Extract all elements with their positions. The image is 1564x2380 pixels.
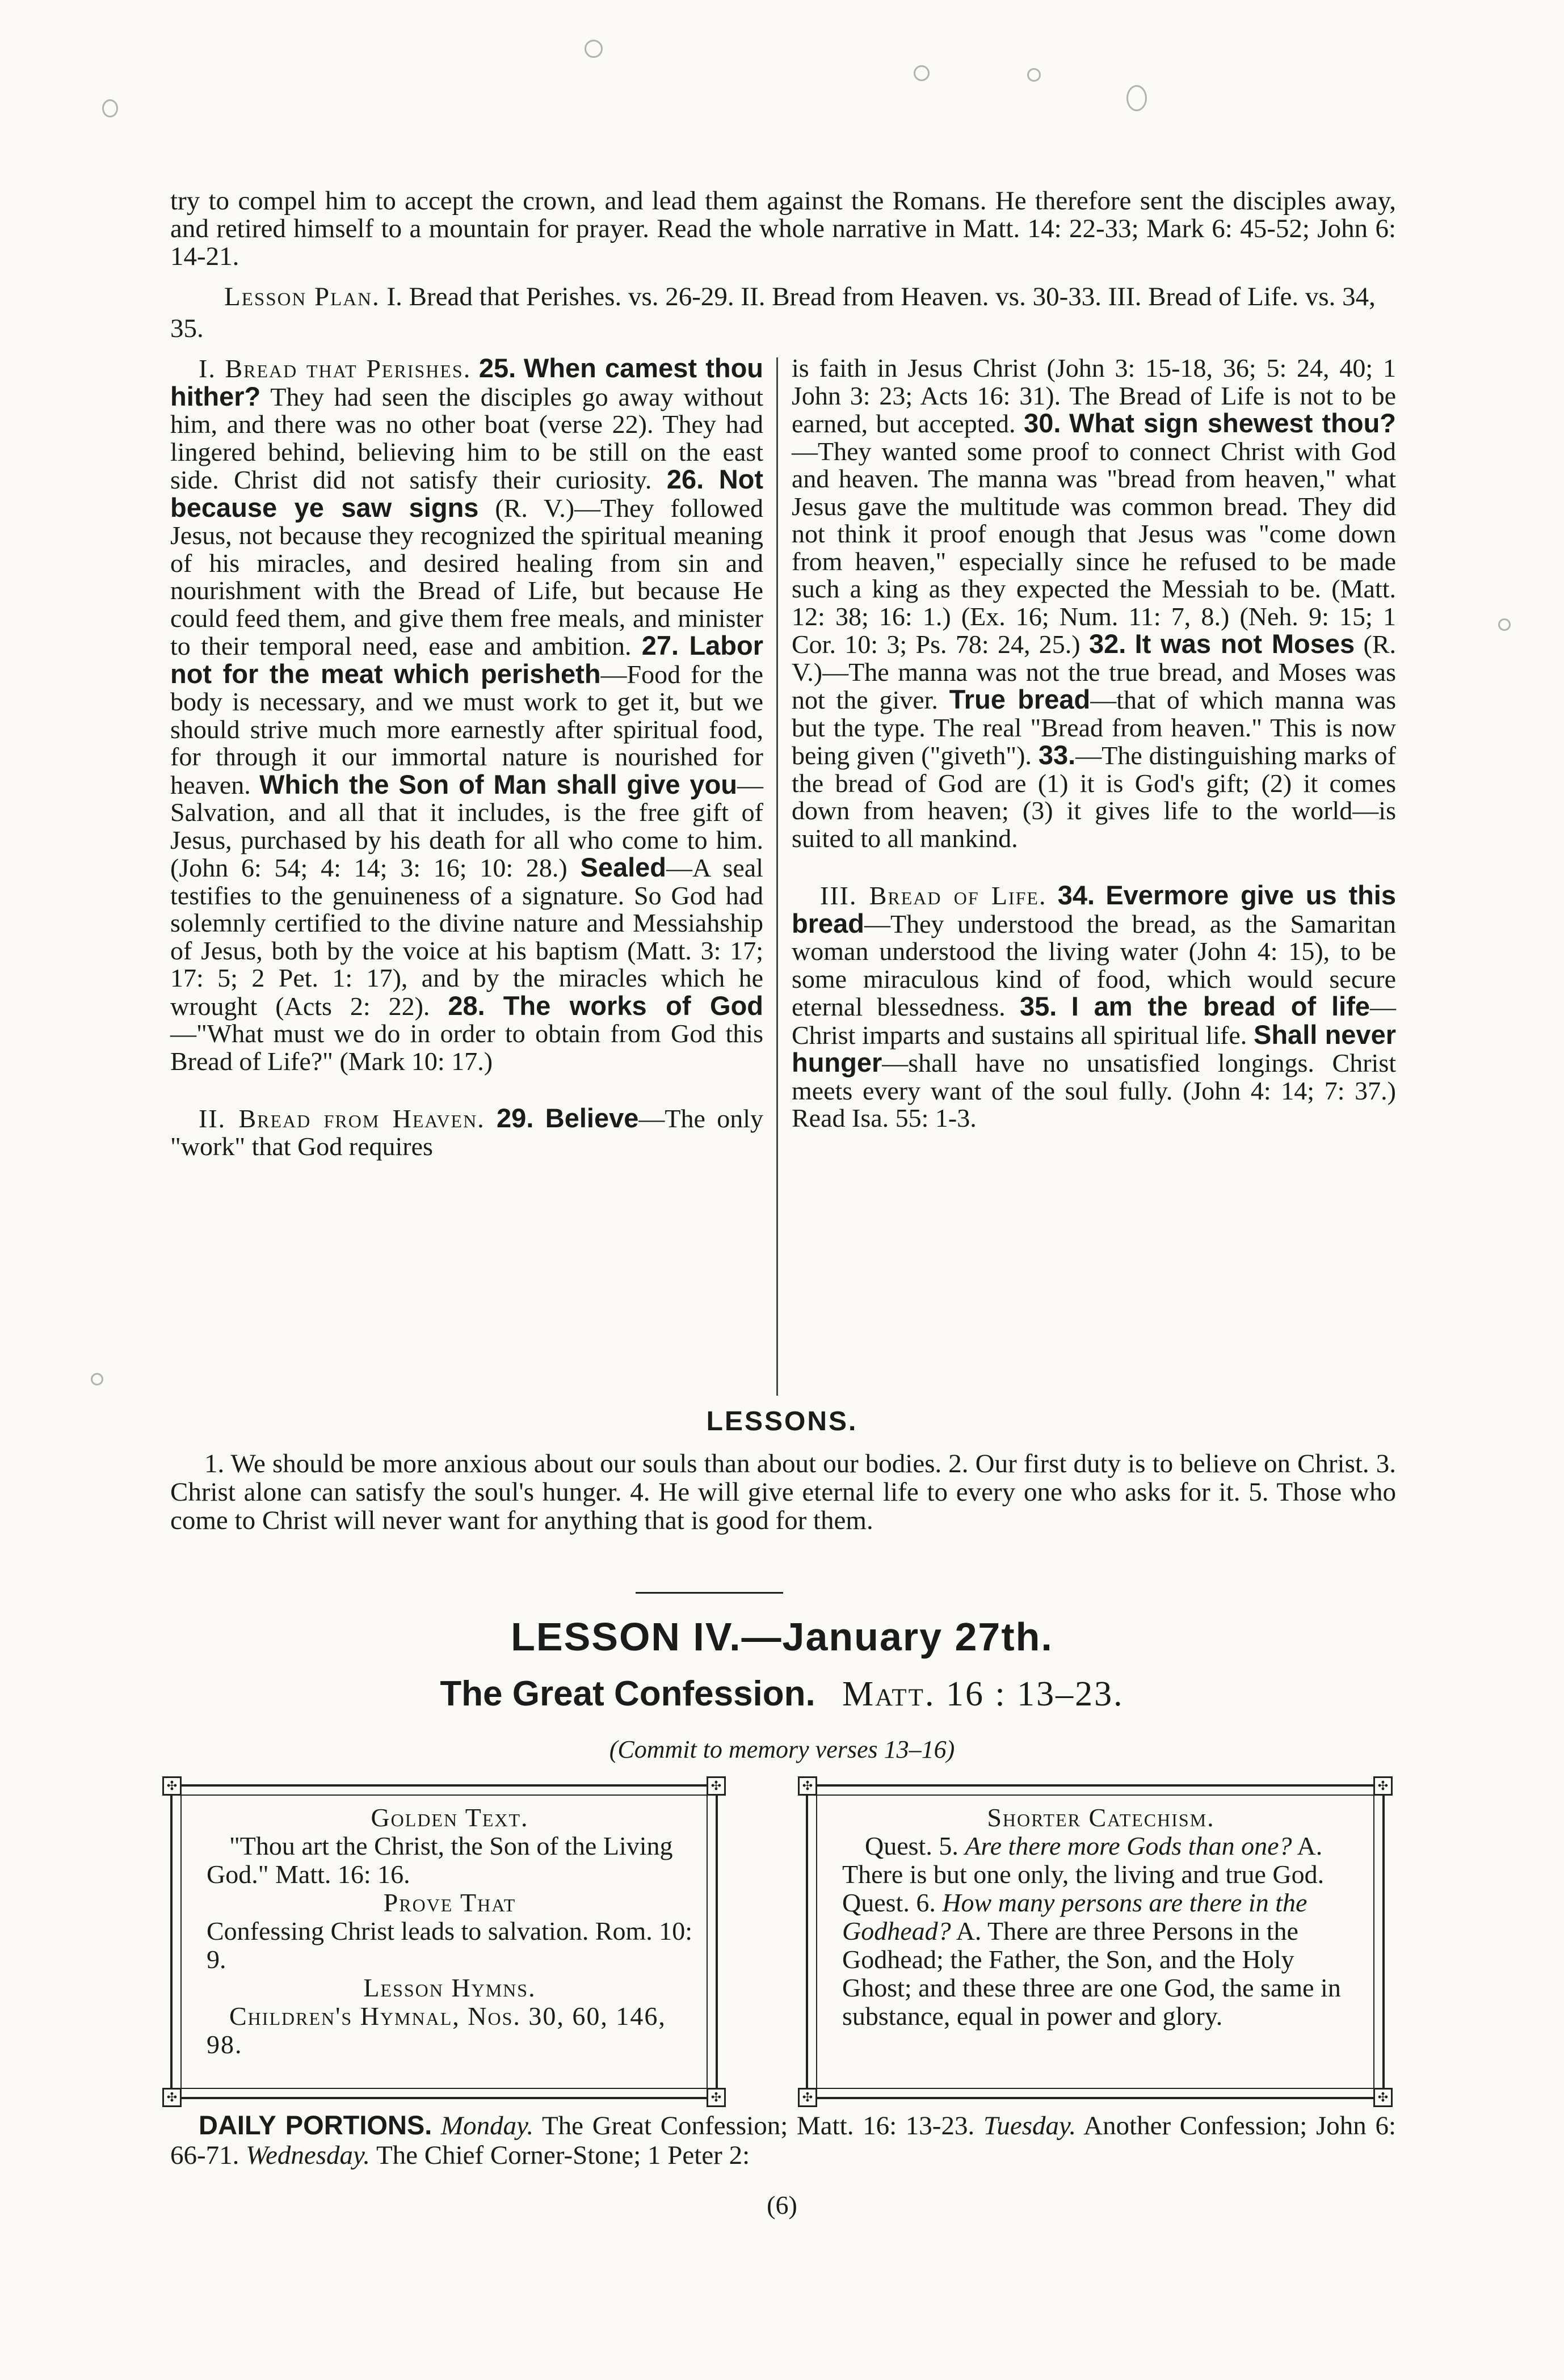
verse-number: 25. xyxy=(478,353,516,383)
scan-speck xyxy=(1498,618,1511,631)
question-label: Quest. 5. xyxy=(865,1831,958,1860)
day-reading: The Chief Corner-Stone; 1 Peter 2: xyxy=(376,2141,750,2170)
catechism-content xyxy=(842,1804,1360,2031)
prove-that-heading: Prove That xyxy=(383,1888,516,1917)
corner-ornament-icon: ✣ xyxy=(798,1776,817,1796)
verse-note: —A seal testifies to the genuineness of a signature. So God had solemnly certified to the divine nature and Messiahship of Jesus, both by the voice at his baptism (Matt. 3: 17; 17: 5; 2 Pet. 1: 17), and by the miracles which he wrought (Acts 2: 22). xyxy=(170,853,764,1021)
verse-note: —The only "work" that God requires xyxy=(170,1104,764,1161)
corner-ornament-icon: ✣ xyxy=(1373,2088,1393,2107)
corner-ornament-icon: ✣ xyxy=(162,2088,182,2107)
catechism-q5-block xyxy=(842,1832,1360,2031)
corner-ornament-icon: ✣ xyxy=(798,2088,817,2107)
daily-portions xyxy=(170,2111,1396,2170)
lesson-hymns-heading: Lesson Hymns. xyxy=(363,1973,536,2002)
verse-note: (R. V.)—The manna was not the true bread, and Moses was not the giver. xyxy=(792,630,1397,714)
golden-text-content xyxy=(207,1804,693,2059)
verse-note: —They understood the bread, as the Samaritan woman understood the living water (John 4: 15), to be some miraculous kind of food, which would secure eternal blessedness. xyxy=(792,909,1396,1021)
verse-note: (R. V.)—They followed Jesus, not because they recognized the spiritual meaning of his miracles, and desired healing from sin and nourishment with the Bread of Life, but because He could feed them, and give them free meals, and minister to their temporal need, ease and ambition. xyxy=(170,493,763,660)
verse-note: —Christ imparts and sustains all spiritual life. xyxy=(792,992,1396,1050)
scan-speck xyxy=(914,65,930,81)
verse-note: —that of which manna was but the type. The real "Bread from heaven." This is now being given ("giveth"). xyxy=(792,685,1396,770)
question-label: Quest. 6. xyxy=(842,1888,936,1917)
verse-note: —They wanted some proof to connect Christ with God and heaven. The manna was "bread from heaven," what Jesus gave the multitude was common bread. They did not think it proof enough that Jesus was "come down from heaven," especially since he refused to be made such a king as they expected the Messiah to be. (Matt. 12: 38; 16: 1.) (Ex. 16; Num. 11: 7, 8.) (Neh. 9: 15; 1 Cor. 10: 3; Ps. 78: 24, 25.) xyxy=(792,436,1396,659)
day-label: Wednesday. xyxy=(246,2141,371,2170)
golden-text-heading: Golden Text. xyxy=(371,1803,529,1832)
verse-number: 32. xyxy=(1088,629,1126,659)
section-heading-3: III. Bread of Life. xyxy=(820,881,1047,910)
lesson-hymns-text: Children's Hymnal, Nos. 30, 60, 146, 98. xyxy=(207,2002,666,2059)
question-text: Are there more Gods than one? xyxy=(965,1831,1292,1860)
intro-paragraph: try to compel him to accept the crown, and lead them against the Romans. He therefore sent the disciples away, and retired himself to a mountain for prayer. Read the whole narrative in Matt. 14: 22-33; Mark 6: 45-52; John 6: 14-21. xyxy=(170,186,1396,271)
verse-keyword: Which the Son of Man shall give you xyxy=(259,769,737,799)
daily-portions-label: DAILY PORTIONS. xyxy=(199,2110,432,2140)
scan-speck xyxy=(585,40,603,58)
lesson-scripture-ref: Matt. 16 : 13–23. xyxy=(842,1675,1124,1713)
verse-keyword: It was not Moses xyxy=(1134,629,1355,659)
prove-that-text: Confessing Christ leads to salvation. Rom. 10: 9. xyxy=(207,1916,693,1974)
verse-number: 26. xyxy=(666,464,704,494)
golden-text: "Thou art the Christ, the Son of the Living God." Matt. 16: 16. xyxy=(207,1831,673,1889)
verse-keyword: The works of God xyxy=(503,990,764,1021)
section-heading-2: II. Bread from Heaven. xyxy=(199,1104,485,1133)
page-number: (6) xyxy=(767,2191,797,2219)
verse-keyword: Shall never hunger xyxy=(792,1019,1396,1077)
verse-keyword: True bread xyxy=(949,684,1091,714)
question-text: How many persons are there in the Godhead? xyxy=(842,1888,1307,1945)
day-reading: The Great Confession; Matt. 16: 13-23. xyxy=(541,2111,975,2141)
verse-note: —Food for the body is necessary, and we must work to get it, but we should strive much more earnestly after spiritual food, for through it our immortal nature is nourished for heaven. xyxy=(170,659,763,799)
verse-keyword: I am the bread of life xyxy=(1071,991,1370,1021)
golden-text-box xyxy=(166,1779,722,2104)
catechism-box xyxy=(802,1779,1389,2104)
scan-speck xyxy=(91,1373,103,1385)
notes-right-column xyxy=(792,355,1396,1132)
memory-verses-note: (Commit to memory verses 13–16) xyxy=(609,1735,955,1763)
lessons-heading: LESSONS. xyxy=(706,1406,858,1437)
day-label: Tuesday. xyxy=(983,2111,1077,2141)
verse-keyword: Sealed xyxy=(580,852,667,882)
lessons-text: 1. We should be more anxious about our souls than about our bodies. 2. Our first duty is to believe on Christ. 3. Christ alone can satisfy the soul's hunger. 4. He will give eternal life to every one who asks for it. 5. Those who come to Christ will never want for anything that is good for them. xyxy=(170,1449,1396,1535)
catechism-heading: Shorter Catechism. xyxy=(987,1803,1215,1832)
lesson-plan-text: I. Bread that Perishes. vs. 26-29. II. Bread from Heaven. vs. 30-33. III. Bread of Life. vs. 34, 35. xyxy=(170,282,1376,343)
verse-note: is faith in Jesus Christ (John 3: 15-18, 36; 5: 24, 40; 1 John 3: 23; Acts 16: 31). The Bread of Life is not to be earned, but accepted. xyxy=(792,353,1396,438)
section-heading-1: I. Bread that Perishes. xyxy=(199,354,472,383)
lesson-subtitle xyxy=(0,1674,1564,1715)
verse-number: 33. xyxy=(1038,740,1076,770)
verse-number: 29. xyxy=(497,1103,534,1133)
corner-ornament-icon: ✣ xyxy=(1373,1776,1393,1796)
lesson-title: LESSON IV.—January 27th. xyxy=(511,1615,1053,1659)
day-reading: Another Confession; John 6: 66-71. xyxy=(170,2111,1397,2170)
verse-keyword: Evermore give us this bread xyxy=(792,880,1397,938)
column-divider xyxy=(776,357,778,1396)
verse-note: —The distinguishing marks of the bread of God are (1) it is God's gift; (2) it comes down from heaven; (3) it gives life to the world—is suited to all mankind. xyxy=(792,741,1396,853)
corner-ornament-icon: ✣ xyxy=(162,1776,182,1796)
verse-number: 35. xyxy=(1019,991,1057,1021)
verse-note: —Salvation, and all that it includes, is the free gift of Jesus, purchased by his death for all who come to him. (John 6: 54; 4: 14; 3: 16; 10: 28.) xyxy=(170,770,763,882)
corner-ornament-icon: ✣ xyxy=(707,2088,726,2107)
verse-keyword: Labor not for the meat which perisheth xyxy=(170,630,764,689)
verse-number: 34. xyxy=(1057,880,1095,910)
answer-text: A. There is but one only, the living and true God. xyxy=(842,1831,1325,1889)
verse-keyword: When camest thou hither? xyxy=(170,353,763,411)
verse-number: 30. xyxy=(1024,408,1061,438)
verse-keyword: What sign shewest thou? xyxy=(1069,408,1397,438)
lesson-plan xyxy=(170,281,1396,344)
lesson-plan-label: Lesson Plan. xyxy=(224,282,380,311)
scan-speck xyxy=(1027,68,1041,82)
scan-speck xyxy=(102,99,118,117)
verse-note: —shall have no unsatisfied longings. Christ meets every want of the soul fully. (John 4: 14; 7: 37.) Read Isa. 55: 1-3. xyxy=(792,1048,1396,1132)
scan-speck xyxy=(1126,85,1147,111)
section-rule xyxy=(636,1592,783,1594)
verse-keyword: Not because ye saw signs xyxy=(170,464,764,523)
day-label: Monday. xyxy=(440,2111,534,2141)
verse-note: They had seen the disciples go away without him, and there was no other boat (verse 22). They had lingered behind, believing him to be still on the east side. Christ did not satisfy their curiosity. xyxy=(170,382,763,494)
notes-left-column xyxy=(170,355,763,1160)
answer-text: A. There are three Persons in the Godhead; the Father, the Son, and the Holy Ghost; and these three are one God, the same in substance, equal in power and glory. xyxy=(842,1916,1341,2031)
corner-ornament-icon: ✣ xyxy=(707,1776,726,1796)
verse-number: 27. xyxy=(641,630,679,660)
lesson-subtitle-text: The Great Confession. xyxy=(440,1674,815,1713)
verse-keyword: Believe xyxy=(545,1103,639,1133)
verse-number: 28. xyxy=(448,990,485,1021)
verse-note: —"What must we do in order to obtain from God this Bread of Life?" (Mark 10: 17.) xyxy=(170,1019,763,1076)
